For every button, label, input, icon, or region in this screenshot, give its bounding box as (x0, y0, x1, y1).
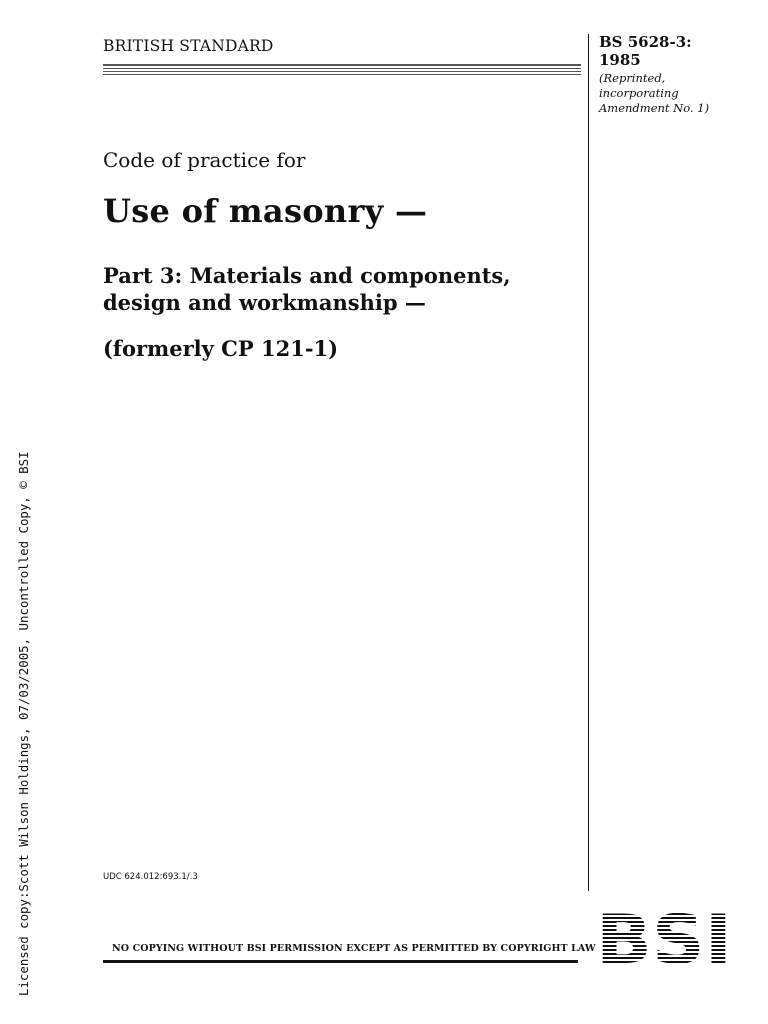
reprint-note-line: (Reprinted, (599, 71, 666, 85)
bsi-logo (596, 905, 734, 967)
standard-number-code: BS 5628-3: (599, 33, 692, 51)
document-title: Use of masonry — (103, 192, 428, 230)
license-watermark: Licensed copy:Scott Wilson Holdings, 07/03/2005, Uncontrolled Copy, © BSI (16, 451, 31, 996)
part-heading-line: Part 3: Materials and components, (103, 263, 511, 288)
standard-number-year: 1985 (599, 51, 641, 69)
header-rule (103, 71, 581, 72)
udc-code: UDC 624.012:693.1/.3 (103, 872, 198, 882)
document-series-label: BRITISH STANDARD (103, 37, 274, 55)
reprint-note-line: incorporating (599, 86, 679, 100)
footer-rule (103, 960, 578, 963)
header-rule (103, 68, 581, 69)
document-subtitle: Code of practice for (103, 148, 306, 172)
vertical-divider (588, 34, 589, 891)
header-rule (103, 74, 581, 75)
copyright-notice: NO COPYING WITHOUT BSI PERMISSION EXCEPT AS PERMITTED BY COPYRIGHT LAW (112, 943, 596, 954)
header-rule (103, 64, 581, 66)
reprint-note-line: Amendment No. 1) (599, 101, 710, 115)
standard-number (599, 33, 692, 69)
formerly-note: (formerly CP 121-1) (103, 336, 339, 361)
header-rules (103, 64, 581, 77)
part-heading (103, 262, 573, 316)
reprint-note (599, 71, 709, 116)
svg-text:BSI: BSI (596, 905, 732, 967)
part-heading-line: design and workmanship — (103, 290, 426, 315)
